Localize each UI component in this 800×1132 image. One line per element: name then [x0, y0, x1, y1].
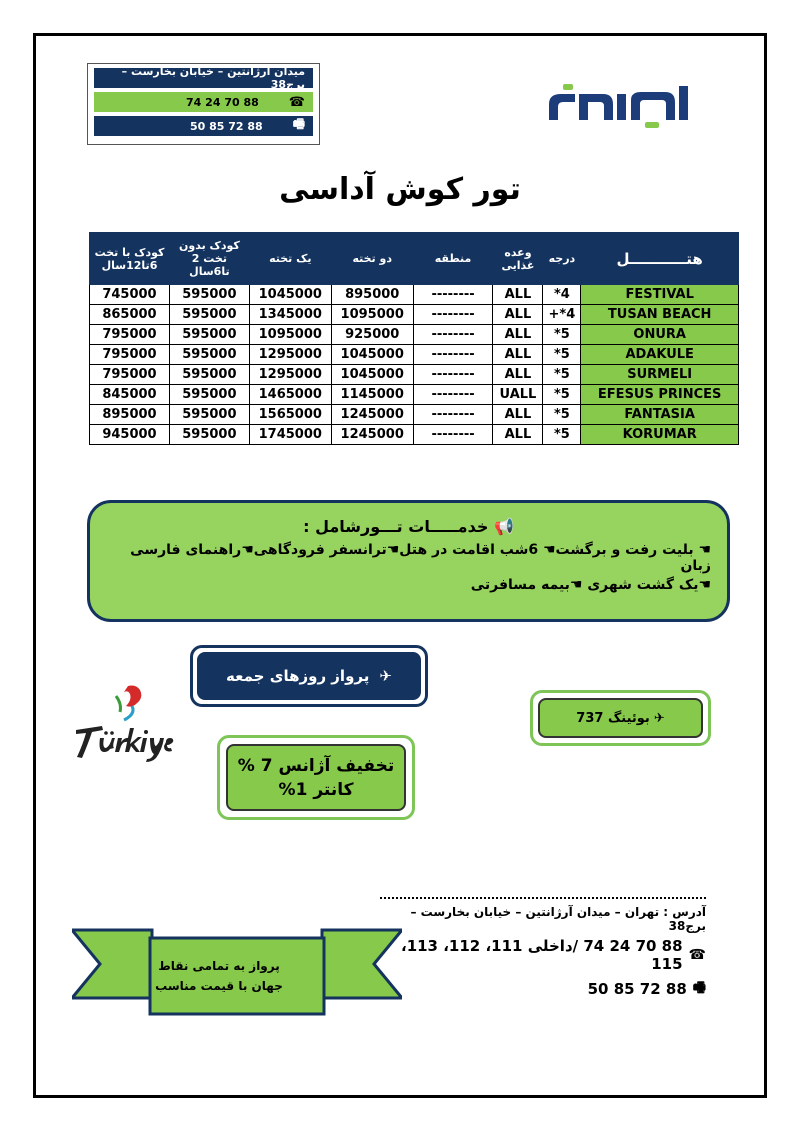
dotted-divider	[380, 897, 706, 899]
cell-region: --------	[413, 305, 493, 325]
aircraft-box	[530, 690, 711, 746]
contact-phone: 88 70 24 74	[186, 95, 259, 109]
contact-phone-row	[94, 92, 313, 112]
header-grade: درجه	[543, 233, 581, 285]
airplane-icon: ✈	[379, 667, 392, 685]
cell-child-no-bed: 595000	[169, 365, 249, 385]
services-title-row	[106, 517, 711, 536]
turkiye-logo	[70, 682, 175, 767]
table-row	[90, 345, 739, 365]
cell-meal: ALL	[493, 325, 543, 345]
header-double: دو تخته	[331, 233, 413, 285]
cell-child-no-bed: 595000	[169, 325, 249, 345]
cell-region: --------	[413, 385, 493, 405]
services-box	[87, 500, 730, 622]
table-row	[90, 405, 739, 425]
cell-child-no-bed: 595000	[169, 345, 249, 365]
cell-child-bed: 795000	[90, 345, 170, 365]
footer-phones: 88 70 24 74 /داخلی 111، 112، 113، 115	[400, 937, 683, 973]
cell-grade: 5*	[543, 365, 581, 385]
cell-region: --------	[413, 405, 493, 425]
cell-child-no-bed: 595000	[169, 285, 249, 305]
cell-child-bed: 895000	[90, 405, 170, 425]
cell-region: --------	[413, 425, 493, 445]
footer-fax-row	[380, 977, 706, 1001]
cell-meal: ALL	[493, 285, 543, 305]
cell-hotel: FESTIVAL	[581, 285, 739, 305]
cell-region: --------	[413, 365, 493, 385]
cell-hotel: TUSAN BEACH	[581, 305, 739, 325]
discount-banner	[226, 744, 406, 811]
cell-hotel: SURMELI	[581, 365, 739, 385]
contact-fax: 88 72 85 50	[189, 119, 263, 133]
cell-child-bed: 865000	[90, 305, 170, 325]
header-child-no-bed: کودک بدون تخت 2 تا6سال	[169, 233, 249, 285]
table-row	[90, 365, 739, 385]
ribbon-line-2: جهان با قیمت مناسب	[155, 979, 283, 993]
ribbon-line-1: پرواز به تمامی نقاط	[158, 959, 280, 973]
cell-grade: 5*	[543, 345, 581, 365]
cell-child-no-bed: 595000	[169, 385, 249, 405]
table-row	[90, 425, 739, 445]
cell-single: 1345000	[249, 305, 331, 325]
header-single: یک تخته	[249, 233, 331, 285]
airplane-icon: ✈	[653, 710, 665, 726]
cell-meal: ALL	[493, 305, 543, 325]
cell-double: 1045000	[331, 365, 413, 385]
hotel-price-table	[89, 232, 739, 445]
cell-region: --------	[413, 285, 493, 305]
cell-child-bed: 795000	[90, 325, 170, 345]
cell-single: 1295000	[249, 345, 331, 365]
cell-meal: UALL	[493, 385, 543, 405]
contact-box	[87, 63, 320, 145]
services-line-2: ☚یک گشت شهری ☚بیمه مسافرتی	[470, 577, 711, 593]
phone-icon: ☎	[288, 94, 305, 110]
cell-hotel: EFESUS PRINCES	[581, 385, 739, 405]
phone-icon: ☎	[688, 947, 706, 963]
flight-days-box	[190, 645, 428, 707]
fax-icon: 🖷	[292, 117, 305, 132]
cell-child-no-bed: 595000	[169, 425, 249, 445]
cell-child-bed: 745000	[90, 285, 170, 305]
cell-double: 1145000	[331, 385, 413, 405]
cell-child-bed: 945000	[90, 425, 170, 445]
cell-single: 1095000	[249, 325, 331, 345]
contact-address: میدان آرژانتین – خیابان بخارست – برج38	[94, 68, 313, 88]
footer-address-block	[380, 897, 706, 1001]
cell-region: --------	[413, 345, 493, 365]
footer-fax: 88 72 85 50	[587, 980, 687, 998]
table-row	[90, 305, 739, 325]
flight-days-banner	[197, 652, 421, 700]
cell-hotel: FANTASIA	[581, 405, 739, 425]
cell-meal: ALL	[493, 425, 543, 445]
cell-single: 1045000	[249, 285, 331, 305]
footer-phone-row	[380, 937, 706, 973]
services-title: خدمـــــات تـــورشامل :	[303, 517, 489, 536]
header-region: منطقه	[413, 233, 493, 285]
cell-double: 1245000	[331, 405, 413, 425]
header-hotel: هتـــــــــــل	[581, 233, 739, 285]
cell-meal: ALL	[493, 405, 543, 425]
cell-double: 1045000	[331, 345, 413, 365]
cell-region: --------	[413, 325, 493, 345]
discount-box	[217, 735, 415, 820]
cell-meal: ALL	[493, 365, 543, 385]
cell-grade: 4*	[543, 285, 581, 305]
contact-fax-row	[94, 116, 313, 136]
brand-logo	[545, 82, 700, 130]
cell-single: 1565000	[249, 405, 331, 425]
cell-grade: 5*	[543, 385, 581, 405]
cell-child-no-bed: 595000	[169, 305, 249, 325]
table-row	[90, 325, 739, 345]
cell-double: 1245000	[331, 425, 413, 445]
table-row	[90, 385, 739, 405]
agency-discount: تخفیف آژانس 7 %	[237, 755, 395, 776]
table-header-row	[90, 233, 739, 285]
flight-days-text: پرواز روزهای جمعه	[226, 667, 370, 685]
cell-grade: 5*	[543, 405, 581, 425]
cell-child-no-bed: 595000	[169, 405, 249, 425]
aircraft-text: بوئینگ 737	[576, 710, 650, 726]
cell-meal: ALL	[493, 345, 543, 365]
megaphone-icon: 📢	[493, 517, 514, 536]
services-line-1: ☚ بلیت رفت و برگشت☚ 6شب اقامت در هتل☚ترانسفر فرودگاهی☚راهنمای فارسی زبان	[130, 542, 711, 574]
footer-address: آدرس : تهران – میدان آرژانتین – خیابان بخارست – برج38	[410, 905, 706, 933]
cell-child-bed: 845000	[90, 385, 170, 405]
fax-icon: 🖷	[692, 980, 706, 996]
cell-child-bed: 795000	[90, 365, 170, 385]
page-title: تور کوش آداسی	[279, 172, 521, 207]
aircraft-banner	[538, 698, 703, 738]
cell-hotel: ONURA	[581, 325, 739, 345]
cell-single: 1745000	[249, 425, 331, 445]
cell-double: 895000	[331, 285, 413, 305]
header-child-bed: کودک با تخت 6تا12سال	[90, 233, 170, 285]
cell-grade: 5*	[543, 325, 581, 345]
cell-grade: 5*	[543, 425, 581, 445]
cell-single: 1295000	[249, 365, 331, 385]
cell-hotel: KORUMAR	[581, 425, 739, 445]
cell-double: 1095000	[331, 305, 413, 325]
cell-hotel: ADAKULE	[581, 345, 739, 365]
cell-single: 1465000	[249, 385, 331, 405]
table-row	[90, 285, 739, 305]
header-meal: وعده غذایی	[493, 233, 543, 285]
ribbon-text	[150, 942, 288, 1010]
cell-double: 925000	[331, 325, 413, 345]
cell-grade: 4*+	[543, 305, 581, 325]
counter-discount: کانتر 1%	[278, 779, 354, 800]
